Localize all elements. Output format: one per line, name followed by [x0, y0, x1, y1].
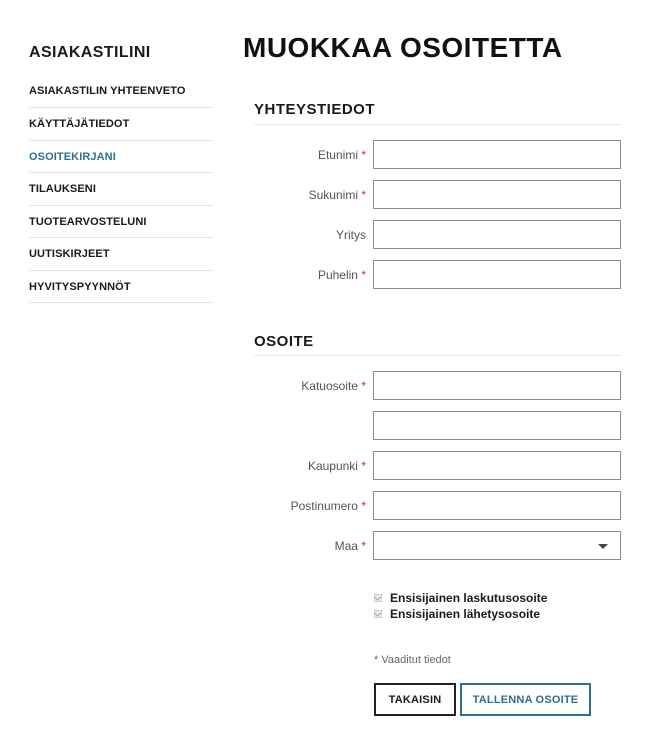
required-mark: * — [361, 539, 366, 553]
sidebar-title: ASIAKASTILINI — [29, 44, 151, 61]
default-shipping-checkbox[interactable] — [374, 610, 382, 618]
required-mark: * — [361, 188, 366, 202]
phone-label — [244, 268, 366, 282]
sidebar-item-address-book[interactable]: OSOITEKIRJANI — [29, 141, 213, 174]
sidebar-item-user-info[interactable]: KÄYTTÄJÄTIEDOT — [29, 108, 213, 141]
phone-label-text: Puhelin — [317, 268, 358, 282]
company-label-text: Yritys — [336, 228, 366, 242]
default-shipping-option[interactable] — [374, 606, 540, 622]
street-line2-input[interactable] — [373, 411, 621, 440]
street-label-text: Katuosoite — [301, 379, 358, 393]
address-section-title: OSOITE — [254, 333, 314, 350]
required-mark: * — [361, 499, 366, 513]
required-fields-note: * Vaaditut tiedot — [374, 654, 451, 666]
default-billing-option[interactable] — [374, 590, 547, 606]
street-label — [244, 379, 366, 393]
default-billing-checkbox[interactable] — [374, 594, 382, 602]
city-label — [244, 459, 366, 473]
company-input[interactable] — [373, 220, 621, 249]
page-title: MUOKKAA OSOITETTA — [243, 32, 563, 63]
sidebar-item-refund-requests[interactable]: HYVITYSPYYNNÖT — [29, 271, 213, 304]
country-select[interactable] — [373, 531, 621, 560]
country-label — [244, 539, 366, 553]
sidebar-item-orders[interactable]: TILAUKSENI — [29, 173, 213, 206]
address-section-divider — [254, 355, 622, 356]
sidebar-item-account-summary[interactable]: ASIAKASTILIN YHTEENVETO — [29, 78, 213, 108]
postcode-label-text: Postinumero — [290, 499, 358, 513]
firstname-label — [244, 148, 366, 162]
save-address-button[interactable]: TALLENNA OSOITE — [460, 683, 591, 716]
chevron-down-icon — [598, 544, 608, 549]
account-sidebar — [29, 40, 213, 303]
contact-section-divider — [254, 124, 622, 125]
contact-section-title: YHTEYSTIEDOT — [254, 101, 376, 118]
postcode-label — [244, 499, 366, 513]
default-shipping-label: Ensisijainen lähetysosoite — [390, 607, 541, 621]
postcode-input[interactable] — [373, 491, 621, 520]
lastname-label — [244, 188, 366, 202]
company-label — [244, 228, 366, 242]
sidebar-item-newsletters[interactable]: UUTISKIRJEET — [29, 238, 213, 271]
back-button[interactable]: TAKAISIN — [374, 683, 456, 716]
firstname-input[interactable] — [373, 140, 621, 169]
lastname-input[interactable] — [373, 180, 621, 209]
required-mark: * — [361, 148, 366, 162]
required-mark: * — [361, 379, 366, 393]
sidebar-list — [29, 78, 213, 303]
city-label-text: Kaupunki — [307, 459, 358, 473]
street-input[interactable] — [373, 371, 621, 400]
main-content — [243, 28, 623, 68]
firstname-label-text: Etunimi — [317, 148, 358, 162]
phone-input[interactable] — [373, 260, 621, 289]
country-label-text: Maa — [334, 539, 358, 553]
lastname-label-text: Sukunimi — [308, 188, 358, 202]
required-mark: * — [361, 459, 366, 473]
city-input[interactable] — [373, 451, 621, 480]
sidebar-item-product-reviews[interactable]: TUOTEARVOSTELUNI — [29, 206, 213, 239]
default-billing-label: Ensisijainen laskutusosoite — [390, 591, 548, 605]
required-mark: * — [361, 268, 366, 282]
